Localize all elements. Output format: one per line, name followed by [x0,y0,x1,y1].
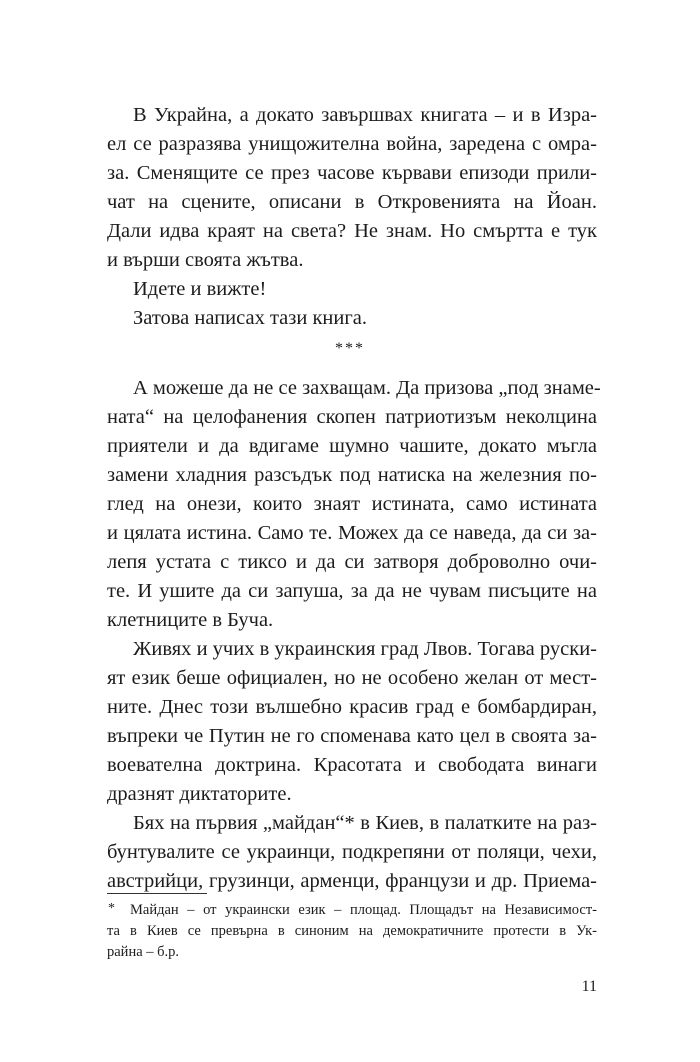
text-line: Дали идва краят на света? Не знам. Но смъртта е тук [107,220,597,242]
text-line: Бях на първия „майдан“* в Киев, в палатките на раз- [133,812,597,834]
text-line: австрийци, грузинци, арменци, французи и др. Приема- [107,870,597,892]
text-line: дразнят диктаторите. [107,783,292,805]
section-separator: *** [335,340,365,357]
text-line: и върши своята жътва. [107,249,304,271]
text-line: ят език беше официален, но не особено желан от мест- [107,667,597,689]
text-line: приятели и да вдигаме шумно чашите, докато мъгла [107,435,597,457]
text-line: В Украйна, а докато завършвах книгата – и в Изра- [133,104,597,126]
text-line: въпреки че Путин не го споменава като цел в своята за- [107,725,597,747]
text-line: клетниците в Буча. [107,609,274,631]
text-line: замени хладния разсъдък под натиска на железния по- [107,464,597,486]
text-line: ната“ на целофанения скопен патриотизъм неколцина [107,406,597,428]
footnote-marker: * [108,901,115,916]
page-number: 11 [581,978,597,995]
text-line: Живях и учих в украинския град Лвов. Тогава руски- [133,638,597,660]
footnote-line: та в Киев се превърна в синоним на демократичните протести в Ук- [107,923,597,939]
text-line: глед на онези, които знаят истината, само истината [107,493,597,515]
text-line: ел се разразява унищожителна война, заредена с омра- [107,133,597,155]
text-line: воевателна доктрина. Красотата и свободата винаги [107,754,597,776]
text-line: за. Сменящите се през часове кървави епизоди прили- [107,162,597,184]
text-line: чат на сцените, описани в Откровенията на Йоан. [107,191,597,213]
text-line: ните. Днес този вълшебно красив град е бомбардиран, [107,696,597,718]
text-line: Затова написах тази книга. [133,307,368,329]
text-line: Идете и вижте! [133,278,267,300]
text-line: и цялата истина. Само те. Можех да се наведа, да си за- [107,522,597,544]
text-line: А можеше да не се захващам. Да призова „под знаме- [133,377,601,399]
footnote-line: райна – б.р. [107,944,180,960]
text-line: лепя устата с тиксо и да си затворя доброволно очи- [107,551,597,573]
footnote-rule [107,893,207,894]
footnote-line: Майдан – от украински език – площад. Площадът на Независимост- [130,902,597,918]
text-line: бунтувалите се украинци, подкрепяни от поляци, чехи, [107,841,597,863]
text-line: те. И ушите да си запуша, за да не чувам писъците на [107,580,597,602]
